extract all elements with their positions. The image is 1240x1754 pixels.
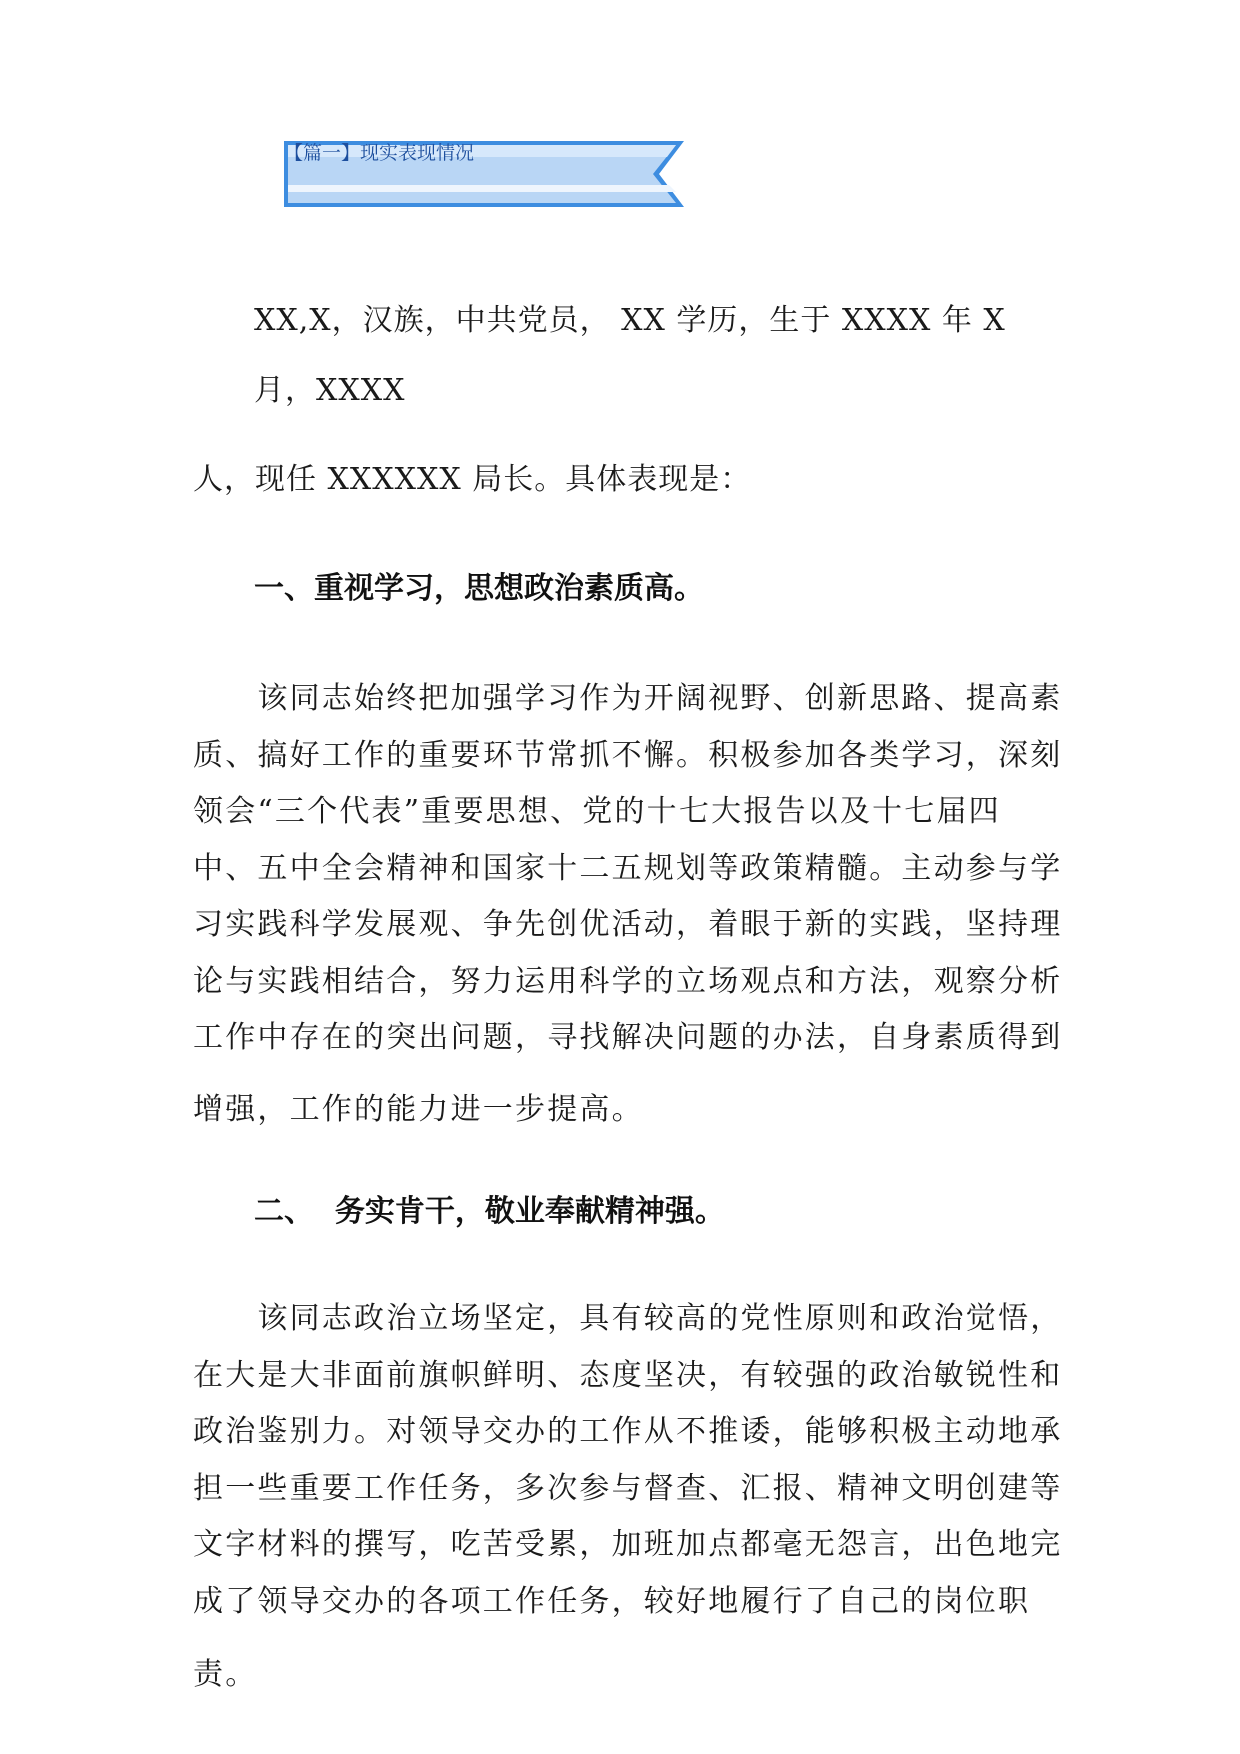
title-banner: [284, 141, 684, 207]
section-paragraph-1: [193, 671, 1063, 1067]
paragraph-line: 中、五中全会精神和国家十二五规划等政策精髓。主动参与学: [193, 850, 1063, 886]
section-paragraph-2-tail: 责。: [193, 1657, 258, 1692]
paragraph-line: 政治鉴别力。对领导交办的工作从不推诿，能够积极主动地承: [193, 1414, 1063, 1449]
banner-title: 【篇一】现实表现情况: [284, 142, 475, 164]
paragraph-line: 在大是大非面前旗帜鲜明、态度坚决，有较强的政治敏锐性和: [193, 1357, 1063, 1393]
section-paragraph-1-tail: 增强，工作的能力进一步提高。: [193, 1092, 644, 1127]
intro-line-1: XX,X，汉族，中共党员， XX 学历，生于 XXXX 年 X: [254, 303, 1006, 338]
intro-line-3: 人，现任 XXXXXX 局长。具体表现是：: [193, 462, 752, 497]
paragraph-line: 工作中存在的突出问题，寻找解决问题的办法，自身素质得到: [193, 1020, 1063, 1055]
paragraph-line: 成了领导交办的各项工作任务，较好地履行了自己的岗位职: [193, 1583, 1031, 1619]
section-heading-1: 一、重视学习，思想政治素质高。: [254, 571, 704, 606]
intro-line-2: 月，XXXX: [254, 373, 406, 408]
paragraph-line: 习实践科学发展观、争先创优活动，着眼于新的实践，坚持理: [193, 907, 1063, 942]
paragraph-line: 文字材料的撰写，吃苦受累，加班加点都毫无怨言，出色地完: [193, 1527, 1063, 1562]
paragraph-line: 该同志始终把加强学习作为开阔视野、创新思路、提高素: [193, 681, 1063, 716]
paragraph-line: 该同志政治立场坚定，具有较高的党性原则和政治觉悟，: [193, 1301, 1063, 1336]
paragraph-line: 担一些重要工作任务，多次参与督查、汇报、精神文明创建等: [193, 1470, 1063, 1506]
paragraph-line: 论与实践相结合，努力运用科学的立场观点和方法，观察分析: [193, 963, 1063, 999]
paragraph-line: 领会“三个代表”重要思想、党的十七大报告以及十七届四: [193, 794, 1001, 829]
section-paragraph-2: [193, 1291, 1063, 1630]
paragraph-line: 质、搞好工作的重要环节常抓不懈。积极参加各类学习，深刻: [193, 737, 1063, 773]
section-heading-2: 二、 务实肯干，敬业奉献精神强。: [254, 1194, 725, 1229]
